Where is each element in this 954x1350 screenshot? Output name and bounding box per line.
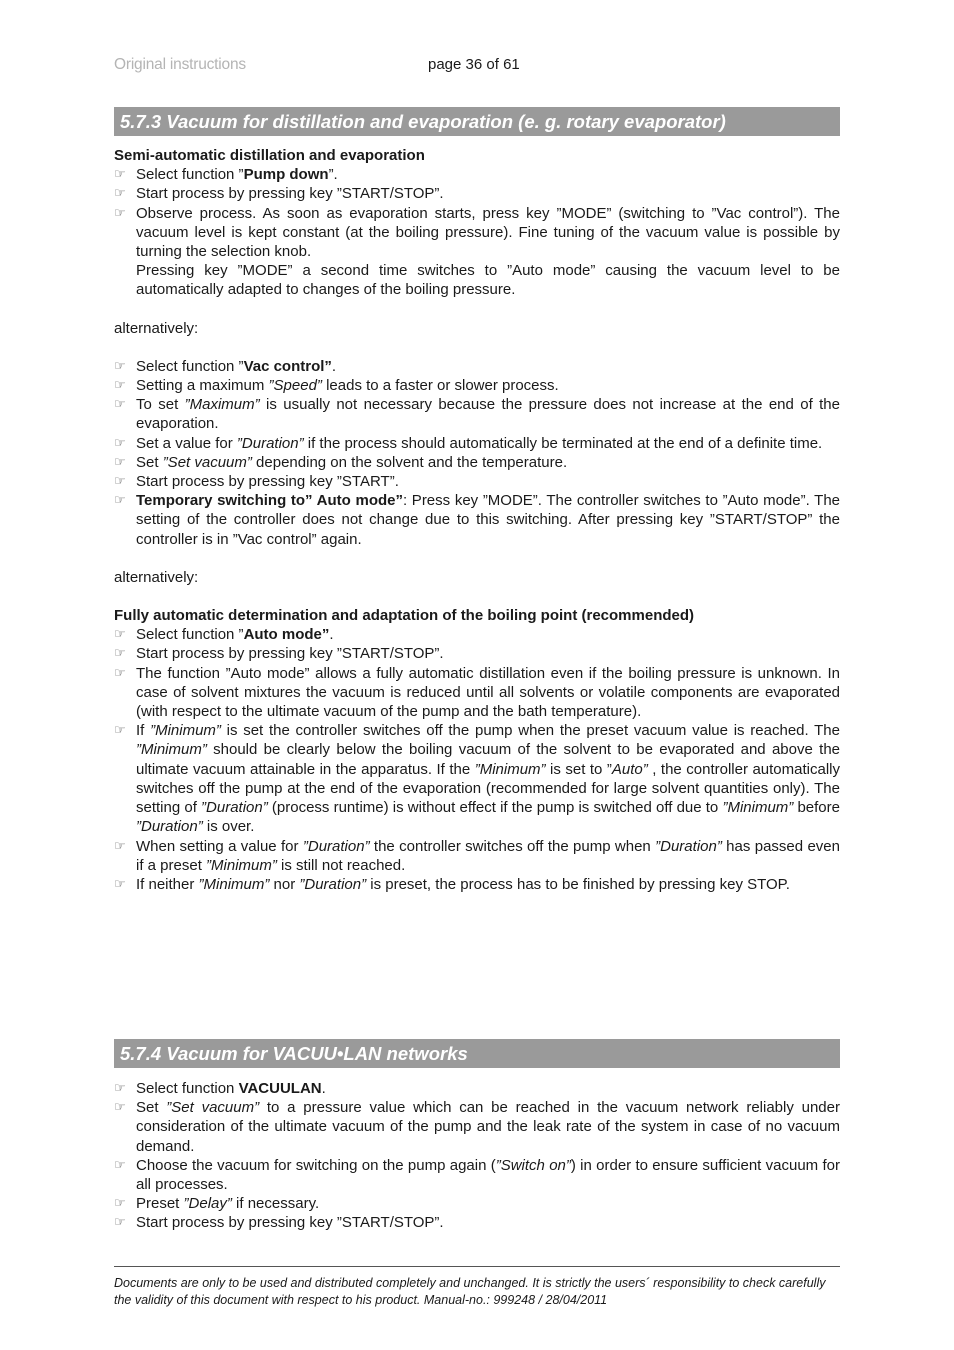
item-text: Select function ”: [136, 626, 244, 644]
item-text-bold: VACUULAN: [238, 1080, 322, 1097]
list-item: [114, 837, 840, 875]
list-item: [114, 376, 840, 395]
item-text: If: [136, 722, 151, 740]
list-item: [114, 1079, 840, 1098]
item-text-italic: ”Minimum”: [198, 875, 270, 893]
item-text-italic: ”Minimum”: [136, 741, 207, 759]
item-text: is usually not necessary because the pressure does not increase at the end of the evaporation.: [136, 396, 840, 433]
item-text: is preset, the process has to be finished by pressing key STOP.: [366, 875, 790, 893]
list-item: [114, 1213, 840, 1232]
item-text: before: [793, 799, 840, 817]
item-text: should be clearly below the boiling vacuum of the solvent to be evaporated and above the ultimate vacuum attainable in the apparatus. If the: [136, 741, 840, 778]
item-text-italic: ”Duration”: [299, 875, 367, 893]
item-text: The function ”Auto mode” allows a fully automatic distillation even if the boiling pressure is unknown. In case of solvent mixtures the vacuum is reduced until all solvents or volatile components are evaporated (with respect to the ultimate vacuum of the pump and the bath temperature).: [136, 664, 840, 721]
item-text: is set the controller switches off the pump when the preset vacuum value is reached. The: [220, 722, 840, 740]
pointing-hand-icon: ☞: [114, 493, 126, 509]
item-text: nor: [269, 875, 300, 893]
item-text: if the process should automatically be terminated at the end of a definite time.: [303, 434, 823, 452]
item-text-italic: ”Maximum”: [184, 396, 260, 414]
item-text: depending on the solvent and the temperature.: [251, 453, 568, 471]
item-text: Setting a maximum: [136, 377, 269, 395]
section-5-7-4-body: [114, 1079, 840, 1233]
footer-line: Documents are only to be used and distributed completely and unchanged. It is strictly the users´ responsibility to check carefully: [114, 1276, 826, 1290]
item-text-italic: ”Duration”: [236, 434, 304, 452]
footer-divider: [114, 1266, 840, 1267]
pointing-hand-icon: ☞: [114, 474, 126, 490]
item-text: is over.: [202, 818, 255, 836]
item-text: Start process by pressing key ”START/STOP”.: [136, 1214, 444, 1232]
item-text: .: [321, 1080, 326, 1097]
list-item: [114, 1156, 840, 1194]
section-title-5-7-4: 5.7.4 Vacuum for VACUU•LAN networks: [114, 1039, 840, 1068]
list-item: [114, 491, 840, 549]
fully-automatic-heading: Fully automatic determination and adaptation of the boiling point (recommended): [114, 607, 695, 625]
list-item: [114, 644, 840, 663]
item-text: Set: [136, 453, 163, 471]
item-text-italic: Auto”: [611, 760, 648, 778]
item-text-italic: ”Speed”: [268, 377, 322, 395]
list-item: [114, 453, 840, 472]
item-text: to a pressure value which can be reached in the vacuum network reliably under consideration of the ultimate vacuum of the pump and the leak rate of the system in case of no vacuum demand.: [136, 1099, 840, 1155]
item-text: Start process by pressing key ”START/STOP”.: [136, 645, 444, 663]
item-text: has passed even if a preset: [136, 837, 840, 874]
list-item: [114, 165, 840, 184]
list-item: [114, 1194, 840, 1213]
pointing-hand-icon: ☞: [114, 205, 126, 221]
alternatively-label: alternatively:: [114, 319, 199, 337]
pointing-hand-icon: ☞: [114, 378, 126, 394]
item-text: Pressing key ”MODE” a second time switches to ”Auto mode” causing the vacuum level to be automatically adapted to changes of the boiling pressure.: [136, 262, 840, 299]
pointing-hand-icon: ☞: [114, 646, 126, 662]
alternatively-label: alternatively:: [114, 568, 199, 586]
pointing-hand-icon: ☞: [114, 876, 126, 892]
item-text: (process runtime) is without effect if the pump is switched off due to: [267, 799, 723, 817]
pointing-hand-icon: ☞: [114, 838, 126, 854]
header-page-number: page 36 of 61: [428, 56, 520, 73]
item-text: leads to a faster or slower process.: [321, 377, 559, 395]
item-text-italic: ”Minimum”: [150, 722, 221, 740]
section-5-7-3-body: [114, 146, 840, 894]
pointing-hand-icon: ☞: [114, 723, 126, 739]
item-text: the controller switches off the pump when: [369, 837, 656, 855]
item-text: Set a value for: [136, 434, 237, 452]
footer-disclaimer: [114, 1275, 840, 1309]
pointing-hand-icon: ☞: [114, 358, 126, 374]
item-text: : Press key ”MODE”. The controller switches to ”Auto mode”. The setting of the controller does not change due to this switching. After pressing key ”START/STOP” the controller is in ”Vac control” again.: [136, 492, 840, 548]
list-item: [114, 357, 840, 376]
item-text: ) in order to ensure sufficient vacuum for all processes.: [136, 1156, 840, 1194]
list-item: [114, 1098, 840, 1156]
list-item: [114, 625, 840, 644]
pointing-hand-icon: ☞: [114, 627, 126, 643]
list-item: [114, 472, 840, 491]
item-text-italic: ”Duration”: [136, 818, 203, 836]
pointing-hand-icon: ☞: [114, 1157, 126, 1173]
item-text: Preset: [136, 1195, 184, 1213]
item-text: .: [331, 357, 337, 375]
item-text: is still not reached.: [276, 856, 406, 874]
item-text-italic: ”Minimum”: [722, 799, 794, 817]
section-title-5-7-3: 5.7.3 Vacuum for distillation and evaporation (e. g. rotary evaporator): [114, 107, 840, 136]
item-text: Select function: [136, 1080, 239, 1097]
pointing-hand-icon: ☞: [114, 454, 126, 470]
item-text-italic: ”Duration”: [302, 837, 370, 855]
item-text: If neither: [136, 875, 199, 893]
pointing-hand-icon: ☞: [114, 167, 126, 183]
pointing-hand-icon: ☞: [114, 1100, 126, 1116]
list-item: [114, 434, 840, 453]
item-text-italic: ”Minimum”: [474, 760, 546, 778]
item-text: , the controller automatically switches off the pump at the end of the evaporation (recommended for large solvent quantities only). The setting of: [136, 760, 840, 817]
item-text-bold: Pump down: [243, 166, 329, 184]
item-text-bold: Vac control”: [243, 357, 332, 375]
pointing-hand-icon: ☞: [114, 665, 126, 681]
pointing-hand-icon: ☞: [114, 1081, 126, 1096]
pointing-hand-icon: ☞: [114, 1215, 126, 1231]
item-text-bold: Auto mode”: [243, 626, 330, 644]
list-item: [114, 721, 840, 836]
item-text-italic: ”Minimum”: [206, 856, 277, 874]
item-text: Observe process. As soon as evaporation starts, press key ”MODE” (switching to ”Vac control”). The vacuum level is kept constant (at the boiling pressure). Fine tuning of the vacuum value is possible by turning the selection knob.: [136, 204, 840, 261]
footer-line: the validity of this document with respect to his product. Manual-no.: 999248 / 28/04/2011: [114, 1293, 608, 1307]
item-text-italic: ”Set vacuum”: [166, 1099, 260, 1117]
item-text: if necessary.: [231, 1195, 320, 1213]
item-text-italic: ”Set vacuum”: [162, 453, 252, 471]
item-text-bold: Temporary switching to” Auto mode”: [136, 492, 403, 510]
pointing-hand-icon: ☞: [114, 435, 126, 451]
pointing-hand-icon: ☞: [114, 186, 126, 202]
semi-automatic-heading: Semi-automatic distillation and evaporation: [114, 147, 425, 164]
pointing-hand-icon: ☞: [114, 397, 126, 413]
item-text: .: [329, 626, 334, 644]
list-item: [114, 204, 840, 300]
header-document-type: Original instructions: [114, 56, 246, 73]
list-item: [114, 664, 840, 722]
item-text: Select function ”: [136, 166, 244, 184]
item-text-italic: ”Duration”: [655, 837, 722, 855]
item-text: Set: [136, 1099, 167, 1117]
list-item: [114, 395, 840, 433]
item-text: Start process by pressing key ”START”.: [136, 473, 399, 491]
item-text-italic: ”Switch on”: [495, 1156, 571, 1174]
item-text: ”.: [328, 166, 338, 184]
list-item: [114, 184, 840, 203]
item-text-italic: ”Delay”: [183, 1195, 232, 1213]
item-text: When setting a value for: [136, 837, 303, 855]
item-text: Start process by pressing key ”START/STOP”.: [136, 185, 444, 203]
item-text: Choose the vacuum for switching on the pump again (: [136, 1156, 496, 1174]
item-text: Select function ”: [136, 357, 244, 375]
item-text-italic: ”Duration”: [201, 799, 268, 817]
item-text: is set to ”: [545, 760, 612, 778]
pointing-hand-icon: ☞: [114, 1196, 126, 1212]
list-item: [114, 875, 840, 894]
item-text: To set: [136, 396, 185, 414]
